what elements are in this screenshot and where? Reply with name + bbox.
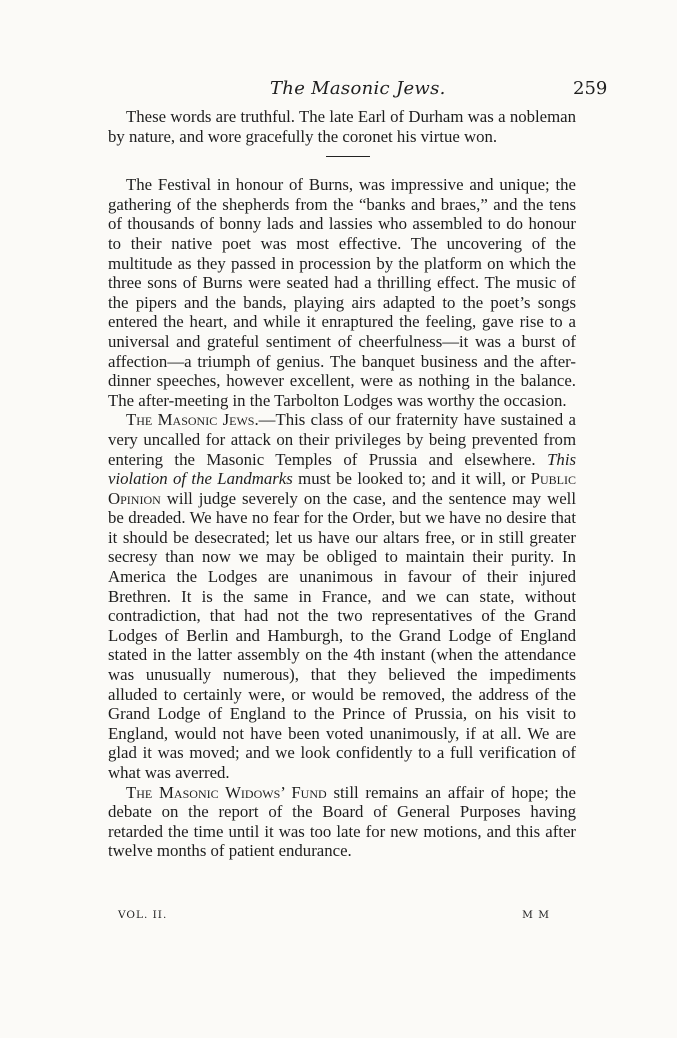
section-heading-masonic-jews: The Masonic Jews. — [126, 410, 259, 430]
section-divider — [326, 156, 370, 157]
paragraph-masonic-jews — [108, 410, 576, 782]
page-number: 259 — [573, 78, 608, 99]
section-heading-widows-fund: The Masonic Widows’ Fund — [126, 782, 327, 802]
paragraph-masonic-jews-text-c: will judge severely on the case, and the sentence may well be dreaded. We have no fear for the Order, but we have no desire that it should be desecrated; let us have our altars free, or in still greater secresy than now we may be obliged to maintain their purity. In America the Lodges are unanimous in favour of their injured Brethren. It is the same in France, and we can state, without contradiction, that had not the two representatives of the Grand Lodges of Berlin and Hamburgh, to the Grand Lodge of England stated in the latter assembly on the 4th instant (when the attendance was unusually numerous), that they believed the impediments alluded to certainly were, or would be removed, the address of the Grand Lodge of England to the Prince of Prussia, on his visit to England, would not have been voted unanimously, if at all. We are glad it was moved; and we look confidently to a full verification of what was averred. — [108, 488, 576, 782]
paragraph-masonic-jews-text-a: —This class of our fraternity have sustained a very uncalled for attack on their privileges by being prevented from entering the Masonic Temples of Prussia and elsewhere. — [108, 410, 576, 469]
signature-mark: M M — [522, 909, 550, 921]
page-header — [0, 78, 677, 102]
emphasis-landmarks: This violation of the Landmarks — [108, 449, 577, 489]
paragraph-masonic-jews-text-b: must be looked to; and it will, or — [298, 469, 526, 489]
body-text — [108, 107, 576, 861]
page-footer — [108, 909, 576, 923]
paragraph-widows-fund — [108, 783, 576, 861]
running-title: The Masonic Jews. — [270, 78, 446, 99]
paragraph-widows-fund-text: still remains an affair of hope; the debate on the report of the Board of General Purposes having retarded the time until it was too late for new motions, and this after twelve months of patient endurance. — [108, 782, 576, 861]
public-opinion-smallcaps: Public Opinion — [108, 469, 577, 508]
paragraph-durham: These words are truthful. The late Earl of Durham was a nobleman by nature, and wore gracefully the coronet his virtue won. — [108, 107, 576, 146]
volume-label: VOL. II. — [118, 909, 168, 921]
paragraph-burns-festival: The Festival in honour of Burns, was impressive and unique; the gathering of the shepherds from the “banks and braes,” and the tens of thousands of bonny lads and lassies who assembled to do honour to their native poet was most effective. The uncovering of the multitude as they passed in procession by the platform on which the three sons of Burns were seated had a thrilling effect. The music of the pipers and the bands, playing airs adapted to the poet’s songs entered the heart, and while it enraptured the feeling, gave rise to a universal and grateful sentiment of cheerfulness—it was a burst of affection—a triumph of genius. The banquet business and the after-dinner speeches, however excellent, were as nothing in the balance. The after-meeting in the Tarbolton Lodges was worthy the occasion. — [108, 175, 576, 410]
